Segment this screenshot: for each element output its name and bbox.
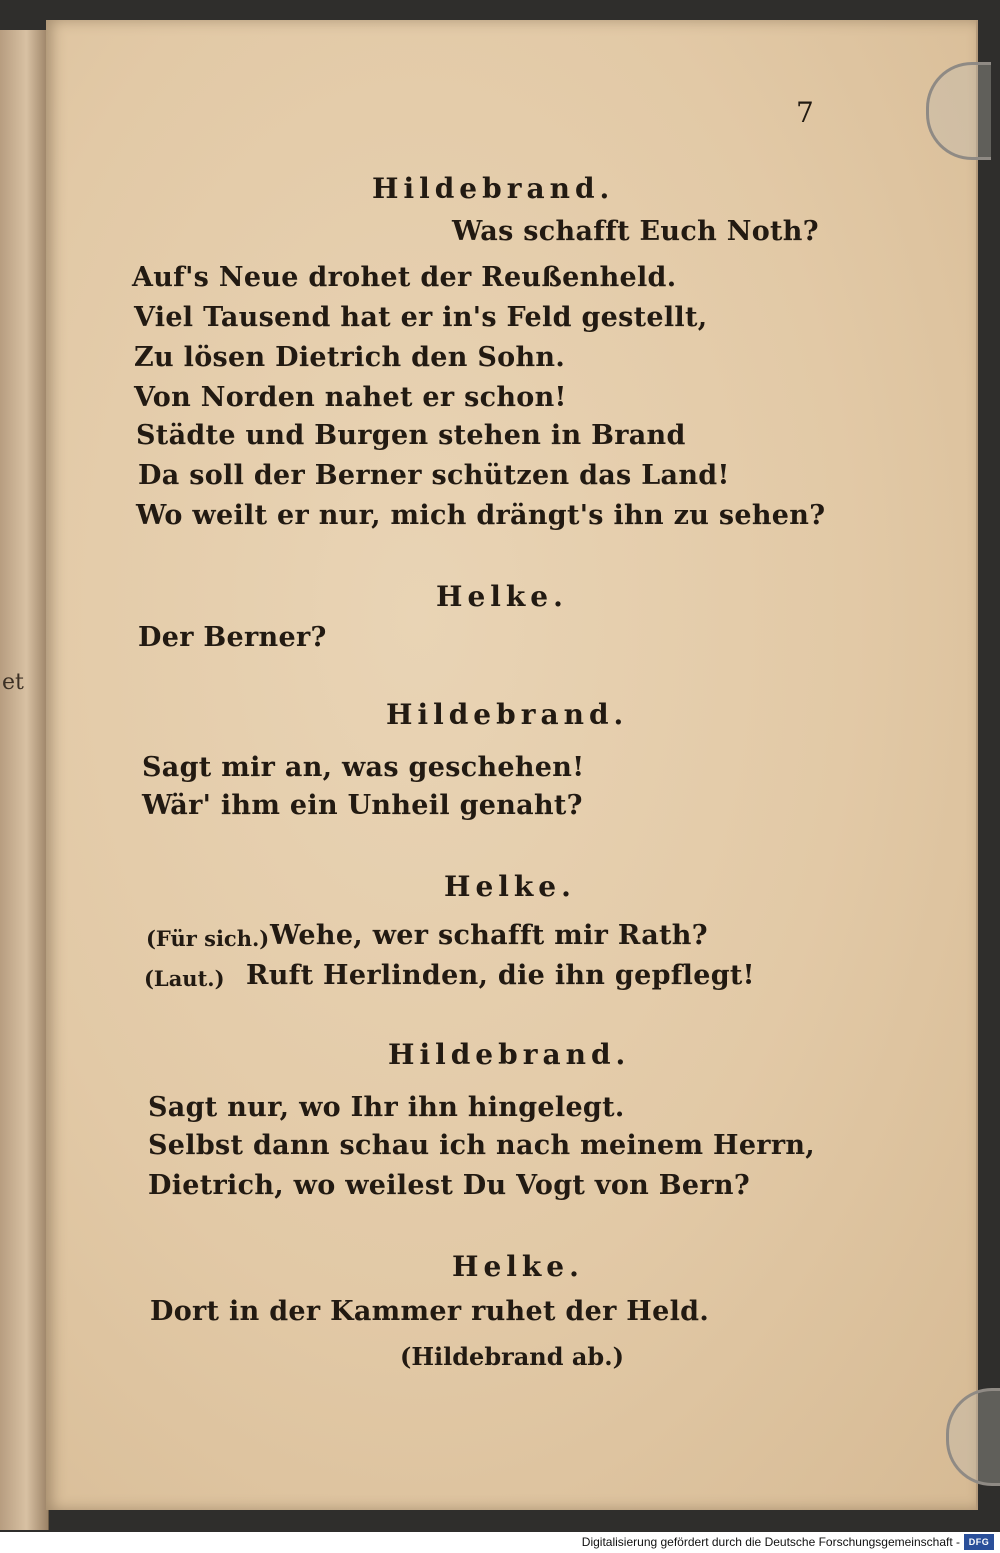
verse-line: Da soll der Berner schützen das Land! <box>138 460 730 491</box>
footer-bar <box>0 1532 1000 1553</box>
speaker-heading: Helke. <box>452 1250 584 1283</box>
speaker-heading: Hildebrand. <box>386 698 629 731</box>
verse-line: Dietrich, wo weilest Du Vogt von Bern? <box>148 1170 750 1201</box>
aside-direction: (Für sich.) <box>146 926 270 951</box>
verse-line: Sagt nur, wo Ihr ihn hingelegt. <box>148 1092 625 1123</box>
verse-line: Sagt mir an, was geschehen! <box>142 752 585 783</box>
verse-line: Wo weilt er nur, mich drängt's ihn zu sehen? <box>136 500 826 531</box>
verse-line: Ruft Herlinden, die ihn gepflegt! <box>246 960 755 991</box>
verse-line: Zu lösen Dietrich den Sohn. <box>134 342 566 373</box>
verse-line: Der Berner? <box>138 622 327 653</box>
left-page-text-fragment: et <box>2 670 24 695</box>
verse-line: Wär' ihm ein Unheil genaht? <box>142 790 583 821</box>
speaker-heading: Hildebrand. <box>388 1038 631 1071</box>
verse-line: Städte und Burgen stehen in Brand <box>136 420 686 451</box>
funding-credit: Digitalisierung gefördert durch die Deutsche Forschungsgemeinschaft - <box>581 1535 960 1549</box>
stage-direction: (Hildebrand ab.) <box>400 1342 624 1371</box>
verse-line: Was schafft Euch Noth? <box>452 216 819 247</box>
verse-line: Von Norden nahet er schon! <box>134 382 567 413</box>
verse-line: Wehe, wer schafft mir Rath? <box>270 920 708 951</box>
speaker-heading: Helke. <box>444 870 576 903</box>
verse-line: Selbst dann schau ich nach meinem Herrn, <box>148 1130 815 1161</box>
page-number: 7 <box>796 96 814 129</box>
left-page-edge <box>0 30 49 1530</box>
speaker-heading: Hildebrand. <box>372 172 615 205</box>
speaker-heading: Helke. <box>436 580 568 613</box>
dfg-logo-icon: DFG <box>964 1534 994 1550</box>
verse-line: Auf's Neue drohet der Reußenheld. <box>132 262 677 293</box>
verse-line: Viel Tausend hat er in's Feld gestellt, <box>134 302 708 333</box>
verse-line: Dort in der Kammer ruhet der Held. <box>150 1296 710 1327</box>
aside-direction: (Laut.) <box>144 966 225 991</box>
